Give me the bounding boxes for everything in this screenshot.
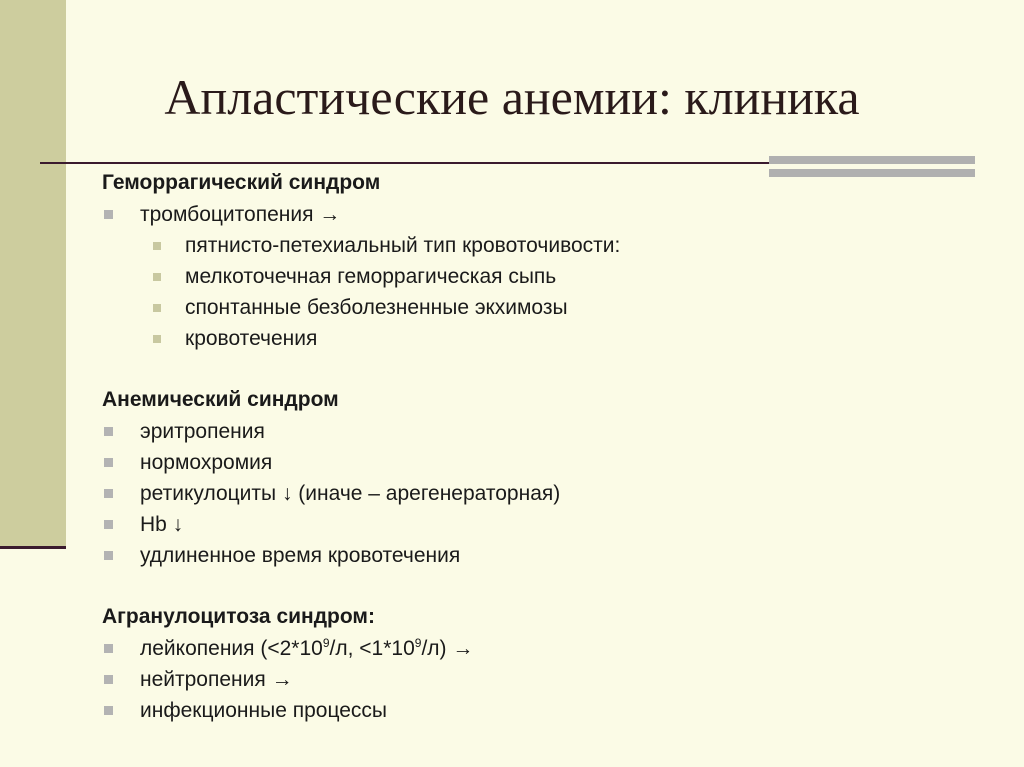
bullet-icon <box>153 304 161 312</box>
bullet-icon <box>153 273 161 281</box>
list-item <box>102 199 1002 230</box>
list-item <box>102 478 1002 509</box>
superscript: 9 <box>414 636 422 650</box>
list-item-text: нормохромия <box>140 451 273 474</box>
bullet-icon <box>104 489 113 498</box>
text-part: лейкопения (<2*10 <box>140 637 323 660</box>
bullet-icon <box>104 644 113 653</box>
sub-item-text: пятнисто-петехиальный тип кровоточивости: <box>185 234 621 257</box>
side-decor-line <box>0 546 66 549</box>
superscript: 9 <box>322 636 330 650</box>
list-item <box>102 664 1002 695</box>
list-item-text: эритропения <box>140 420 265 443</box>
sub-item-text: спонтанные безболезненные экхимозы <box>185 296 568 319</box>
bullet-icon <box>104 551 113 560</box>
sub-list-item <box>102 323 1002 354</box>
bullet-icon <box>153 242 161 250</box>
section-heading-hemorrhagic: Геморрагический синдром <box>102 171 381 194</box>
bullet-icon <box>104 675 113 684</box>
list-item <box>102 633 1002 664</box>
sub-item-text: кровотечения <box>185 327 318 350</box>
sub-list-item <box>102 230 1002 261</box>
bullet-icon <box>153 335 161 343</box>
bullet-icon <box>104 458 113 467</box>
bullet-icon <box>104 210 113 219</box>
title-decor-bar <box>769 156 975 164</box>
section-heading-anemic: Анемический синдром <box>102 388 339 411</box>
list-item <box>102 447 1002 478</box>
text-part: /л, <1*10 <box>329 637 415 660</box>
list-item-text <box>140 637 473 660</box>
list-item-text: удлиненное время кровотечения <box>140 544 461 567</box>
list-item-text: инфекционные процессы <box>140 699 388 722</box>
text-part: /л) → <box>421 637 474 660</box>
list-item-text: Hb ↓ <box>140 513 184 536</box>
sub-list-item <box>102 261 1002 292</box>
list-item <box>102 509 1002 540</box>
section-heading-agranulocytosis: Агранулоцитоза синдром: <box>102 605 375 628</box>
title-divider <box>40 162 775 164</box>
sub-list-item <box>102 292 1002 323</box>
slide-title: Апластические анемии: клиника <box>164 69 860 125</box>
slide-content <box>102 166 1002 726</box>
bullet-icon <box>104 520 113 529</box>
list-item <box>102 540 1002 571</box>
bullet-icon <box>104 706 113 715</box>
sub-item-text: мелкоточечная геморрагическая сыпь <box>185 265 557 288</box>
list-item-text: тромбоцитопения → <box>140 203 341 226</box>
list-item <box>102 695 1002 726</box>
list-item <box>102 416 1002 447</box>
list-item-text: ретикулоциты ↓ (иначе – арегенераторная) <box>140 482 561 505</box>
list-item-text: нейтропения → <box>140 668 293 691</box>
bullet-icon <box>104 427 113 436</box>
